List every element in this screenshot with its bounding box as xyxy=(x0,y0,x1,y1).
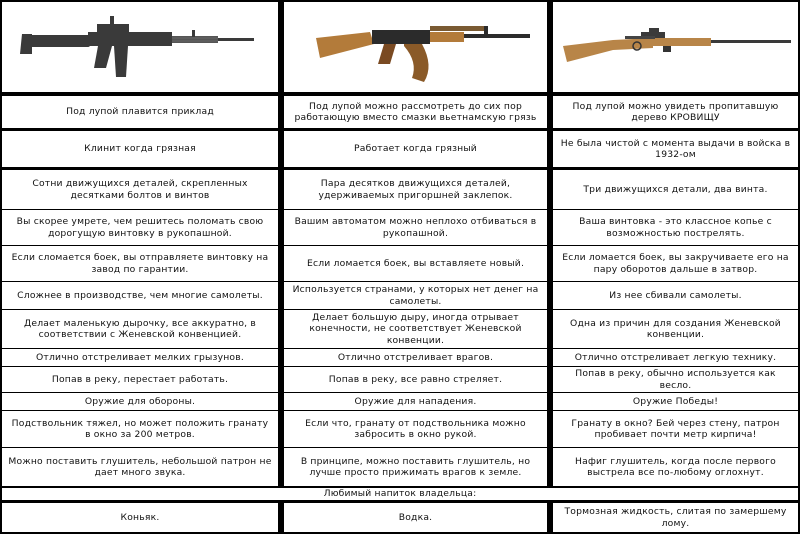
comparison-cell: Вы скорее умрете, чем решитесь поломать свою дорогущую винтовку в рукопашной. xyxy=(2,210,278,245)
comparison-cell: Одна из причин для создания Женевской конвенции. xyxy=(553,310,798,348)
comparison-cell: Не была чистой с момента выдачи в войска в 1932-ом xyxy=(553,131,798,167)
comparison-cell: Оружие для нападения. xyxy=(284,393,547,410)
comparison-cell: Работает когда грязный xyxy=(284,131,547,167)
comparison-cell: Сложнее в производстве, чем многие самолеты. xyxy=(2,282,278,309)
comparison-cell: Можно поставить глушитель, небольшой патрон не дает много звука. xyxy=(2,448,278,486)
comparison-cell: Попав в реку, все равно стреляет. xyxy=(284,367,547,392)
comparison-cell: Три движущихся детали, два винта. xyxy=(553,170,798,209)
drink-cell: Тормозная жидкость, слитая по замершему лому. xyxy=(553,503,798,532)
drink-cell: Коньяк. xyxy=(2,503,278,532)
comparison-cell: Делает большую дыру, иногда отрывает конечности, не соответствует Женевской конвенции. xyxy=(284,310,547,348)
m16-rifle-icon xyxy=(2,2,278,92)
drink-header: Любимый напиток владельца: xyxy=(2,488,798,500)
comparison-cell: Вашим автоматом можно неплохо отбиваться в рукопашной. xyxy=(284,210,547,245)
comparison-cell: Если что, гранату от подствольника можно забросить в окно рукой. xyxy=(284,411,547,447)
comparison-cell: Из нее сбивали самолеты. xyxy=(553,282,798,309)
comparison-cell: Если ломается боек, вы закручиваете его на пару оборотов дальше в затвор. xyxy=(553,246,798,281)
comparison-cell: Отлично отстреливает врагов. xyxy=(284,349,547,366)
comparison-cell: Оружие Победы! xyxy=(553,393,798,410)
comparison-cell: Сотни движущихся деталей, скрепленных десятками болтов и винтов xyxy=(2,170,278,209)
comparison-cell: Попав в реку, обычно используется как весло. xyxy=(553,367,798,392)
comparison-cell: Под лупой плавится приклад xyxy=(2,96,278,128)
comparison-cell: Если сломается боек, вы отправляете винтовку на завод по гарантии. xyxy=(2,246,278,281)
comparison-cell: Делает маленькую дырочку, все аккуратно, в соответствии с Женевской конвенцией. xyxy=(2,310,278,348)
comparison-cell: Оружие для обороны. xyxy=(2,393,278,410)
comparison-cell: Клинит когда грязная xyxy=(2,131,278,167)
mosin-rifle-icon xyxy=(553,2,798,92)
ak47-rifle-icon xyxy=(284,2,547,92)
comparison-cell: Отлично отстреливает легкую технику. xyxy=(553,349,798,366)
comparison-cell: Используется странами, у которых нет денег на самолеты. xyxy=(284,282,547,309)
comparison-cell: Отлично отстреливает мелких грызунов. xyxy=(2,349,278,366)
comparison-cell: Пара десятков движущихся деталей, удерживаемых пригоршней заклепок. xyxy=(284,170,547,209)
comparison-cell: Под лупой можно увидеть пропитавшую дерево КРОВИЩУ xyxy=(553,96,798,128)
comparison-cell: Подствольник тяжел, но может положить гранату в окно за 200 метров. xyxy=(2,411,278,447)
drink-cell: Водка. xyxy=(284,503,547,532)
comparison-cell: В принципе, можно поставить глушитель, но лучше просто прижимать врагов к земле. xyxy=(284,448,547,486)
comparison-cell: Ваша винтовка - это классное копье с возможностью пострелять. xyxy=(553,210,798,245)
comparison-cell: Нафиг глушитель, когда после первого выстрела все по-любому оглохнут. xyxy=(553,448,798,486)
comparison-cell: Гранату в окно? Бей через стену, патрон пробивает почти метр кирпича! xyxy=(553,411,798,447)
comparison-cell: Если ломается боек, вы вставляете новый. xyxy=(284,246,547,281)
comparison-cell: Под лупой можно рассмотреть до сих пор работающую вместо смазки вьетнамскую грязь xyxy=(284,96,547,128)
comparison-cell: Попав в реку, перестает работать. xyxy=(2,367,278,392)
